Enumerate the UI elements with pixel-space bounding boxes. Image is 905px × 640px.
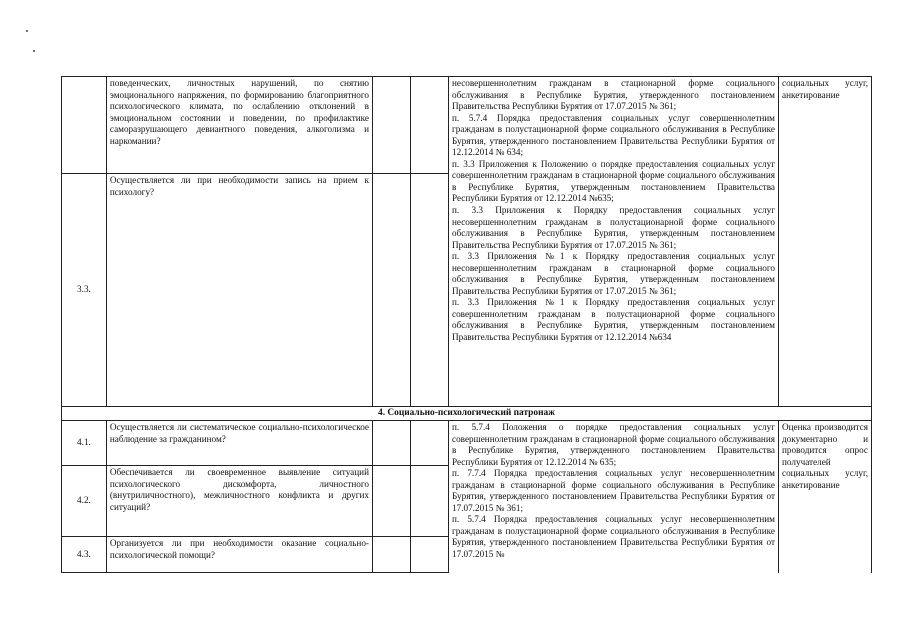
row-number: 4.2. xyxy=(62,466,107,537)
doc-ref: п. 3.3 Приложения к Порядку предоставления социальных услуг несовершеннолетним гражданам в полустационарной форме социального обслуживания в Республике Бурятия, утвержденным постановлением Правительства Республики Бурятия от 17.07.2015 № 361; xyxy=(452,205,775,250)
doc-ref: п. 5.7.4 Порядка предоставления социальных услуг несовершеннолетним гражданам в полустационарной форме социального обслуживания в Республике Бурятия, утвержденного постановлением Правительства Республики Бурятия от 17.07.2015 № xyxy=(452,514,775,560)
margin-mark xyxy=(33,50,35,52)
table-block-4 xyxy=(61,421,872,573)
doc-ref: п. 3.3 Приложения №1 к Порядку предоставления социальных услуг совершеннолетним гражданам в полустационарной форме социального обслуживания в Республике Бурятия, утвержденным постановлением Правительства Республики Бурятия от 12.12.2014 №634 xyxy=(452,297,775,343)
row-number: 3.3. xyxy=(62,174,107,407)
doc-ref: п. 5.7.4 Положения о порядке предоставления социальных услуг совершеннолетним гражданам в стационарной форме социального обслуживания в Республике Бурятия, утвержденного постановлением Правительства Республики Бурятия от 12.12.2014 № 635; xyxy=(452,422,775,467)
answer-no-cell xyxy=(411,174,449,407)
answer-yes-cell xyxy=(373,77,411,174)
normative-docs xyxy=(449,77,779,407)
doc-ref: п. 5.7.4 Порядка предоставления социальных услуг совершеннолетним гражданам в полустационарной форме социального обслуживания в Республике Бурятия, утвержденного постановлением Правительства Республики Бурятия от 12.12.2014 № 634; xyxy=(452,112,775,158)
doc-ref: несовершеннолетним гражданам в стационарной форме социального обслуживания в Республике Бурятия, утвержденного постановлением Правительства Республики Бурятия от 17.07.2015 № 361; xyxy=(452,78,775,112)
answer-no-cell xyxy=(411,466,449,537)
answer-no-cell xyxy=(411,421,449,466)
checklist-table xyxy=(61,76,872,573)
verification-method: Оценка производится документарно и проводится опрос получателей социальных услуг, анкетирование xyxy=(779,421,872,573)
row-number: 4.1. xyxy=(62,421,107,466)
answer-no-cell xyxy=(411,537,449,573)
doc-ref: п. 7.7.4 Порядка предоставления социальных услуг несовершеннолетним гражданам в стационарной форме социального обслуживания в Республике Бурятия, утвержденного постановлением Правительства Республики Бурятия от 17.07.2015 № 361; xyxy=(452,468,775,513)
doc-ref: п. 3.3 Приложения №1 к Порядку предоставления социальных услуг несовершеннолетним гражданам в стационарной форме социального обслуживания в Республике Бурятия, утвержденным постановлением Правительства Республики Бурятия от 17.07.2015 № 361; xyxy=(452,251,775,296)
question-text: Осуществляется ли систематическое социально-психологическое наблюдение за гражданином? xyxy=(107,421,373,466)
normative-docs xyxy=(449,421,779,573)
row-number xyxy=(62,77,107,174)
answer-yes-cell xyxy=(373,421,411,466)
question-text: Организуется ли при необходимости оказание социально-психологической помощи? xyxy=(107,537,373,573)
question-text: поведенческих, личностных нарушений, по снятию эмоционального напряжения, по формированию благоприятного психологического климата, по ослаблению отклонений в эмоциональном состоянии и поведении, по профилактике саморазрушающего девиантного поведения, алкоголизма и наркомании? xyxy=(107,77,373,174)
answer-yes-cell xyxy=(373,466,411,537)
question-text: Обеспечивается ли своевременное выявление ситуаций психологического дискомфорта, личностного (внутриличностного), межличностного конфликта и других ситуаций? xyxy=(107,466,373,537)
doc-ref: п. 3.3 Приложения к Положению о порядке предоставления социальных услуг совершеннолетним гражданам в стационарной форме социального обслуживания в Республике Бурятия, утвержденным постановлением Правительства Республики Бурятия от 12.12.2014 №635; xyxy=(452,158,775,204)
margin-mark xyxy=(26,30,28,32)
answer-yes-cell xyxy=(373,537,411,573)
answer-no-cell xyxy=(411,77,449,174)
question-text: Осуществляется ли при необходимости запись на прием к психологу? xyxy=(107,174,373,407)
section-title: 4. Социально-психологический патронаж xyxy=(61,407,872,421)
answer-yes-cell xyxy=(373,174,411,407)
verification-method: социальных услуг, анкетирование xyxy=(779,77,872,407)
table-block-3 xyxy=(61,76,872,407)
row-number: 4.3. xyxy=(62,537,107,573)
